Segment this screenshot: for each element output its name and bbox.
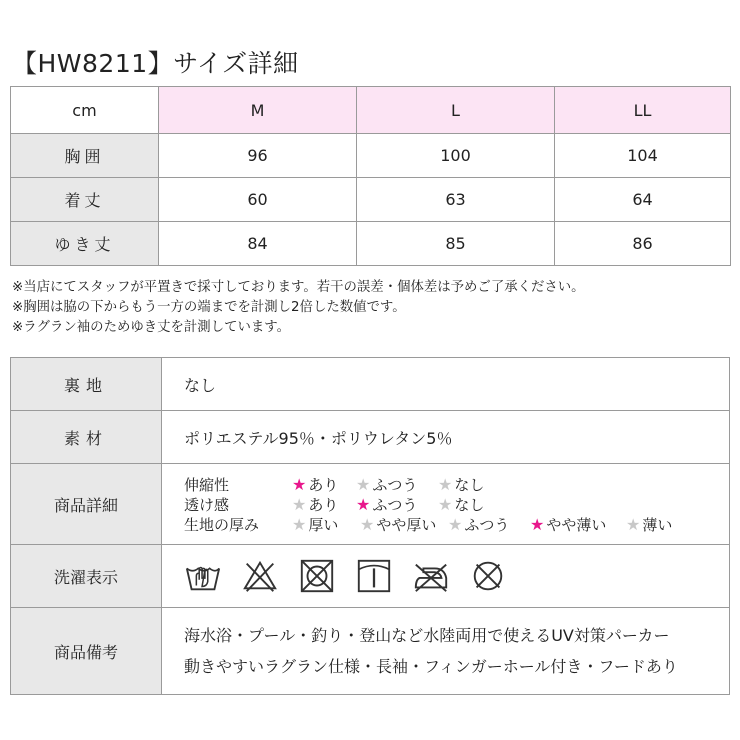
feel-option-label: やや薄い	[546, 515, 607, 534]
no-dry-clean-icon	[469, 557, 507, 595]
care-value	[162, 545, 730, 608]
star-empty-icon: ★	[360, 514, 375, 534]
cell-value: 100	[357, 134, 555, 178]
no-iron-icon	[412, 557, 450, 595]
feel-option	[292, 514, 360, 535]
feel-option-label: ふつう	[372, 495, 418, 514]
feel-row-name: 透け感	[184, 495, 230, 514]
detail-row-use	[11, 608, 730, 695]
no-tumble-dry-icon	[298, 557, 336, 595]
detail-row-feel	[11, 464, 730, 545]
star-empty-icon: ★	[292, 494, 307, 514]
feel-option-label: なし	[454, 495, 485, 514]
feel-option-label: ふつう	[464, 515, 510, 534]
use-line: 動きやすいラグラン仕様・長袖・フィンガーホール付き・フードあり	[184, 657, 678, 676]
measurement-notes	[12, 278, 585, 338]
lining-label: 裏地	[11, 358, 162, 411]
feel-row-name: 伸縮性	[184, 475, 230, 494]
star-empty-icon: ★	[626, 514, 641, 534]
feel-option	[438, 474, 498, 495]
care-label: 洗濯表示	[11, 545, 162, 608]
table-row	[11, 178, 731, 222]
feel-label: 商品詳細	[11, 464, 162, 545]
line-dry-icon	[355, 557, 393, 595]
use-label: 商品備考	[11, 608, 162, 695]
feel-option-label: なし	[454, 475, 485, 494]
cell-value: 60	[159, 178, 357, 222]
cell-value: 96	[159, 134, 357, 178]
row-label-sleeve: ゆき丈	[11, 222, 159, 266]
feel-option-label: 薄い	[642, 515, 673, 534]
use-value	[162, 608, 730, 695]
note-line: ※当店にてスタッフが平置きで採寸しております。若干の誤差・個体差は予めご了承ください。	[12, 280, 585, 295]
material-label: 素材	[11, 411, 162, 464]
feel-row-name: 生地の厚み	[184, 515, 260, 534]
detail-row-care	[11, 545, 730, 608]
feel-option	[356, 494, 438, 515]
note-line: ※胸囲は脇の下からもう一方の端までを計測し2倍した数値です。	[12, 300, 406, 315]
size-col-l: L	[357, 87, 555, 134]
feel-row	[184, 494, 728, 514]
size-header-row	[11, 87, 731, 134]
feel-row	[184, 514, 728, 534]
feel-option-label: やや厚い	[376, 515, 437, 534]
cell-value: 86	[555, 222, 731, 266]
cell-value: 85	[357, 222, 555, 266]
lining-value: なし	[162, 358, 730, 411]
star-empty-icon: ★	[438, 474, 453, 494]
hand-wash-icon	[184, 557, 222, 595]
feel-row	[184, 474, 728, 494]
cell-value: 104	[555, 134, 731, 178]
feel-option-label: ふつう	[372, 475, 418, 494]
feel-option	[438, 494, 498, 515]
star-filled-icon: ★	[356, 494, 371, 514]
feel-option	[530, 514, 626, 535]
feel-option	[292, 474, 356, 495]
feel-option	[448, 514, 530, 535]
size-col-m: M	[159, 87, 357, 134]
feel-option	[292, 494, 356, 515]
no-bleach-icon	[241, 557, 279, 595]
feel-rows	[184, 474, 728, 534]
feel-option-label: あり	[308, 475, 339, 494]
feel-option	[626, 514, 686, 535]
star-filled-icon: ★	[292, 474, 307, 494]
star-empty-icon: ★	[356, 474, 371, 494]
star-filled-icon: ★	[530, 514, 545, 534]
cell-value: 84	[159, 222, 357, 266]
feel-option-label: 厚い	[308, 515, 339, 534]
care-icons	[184, 557, 728, 595]
feel-option	[360, 514, 448, 535]
detail-table	[10, 357, 730, 695]
feel-option	[356, 474, 438, 495]
cell-value: 63	[357, 178, 555, 222]
size-table	[10, 86, 731, 266]
note-line: ※ラグラン袖のためゆき丈を計測しています。	[12, 320, 290, 335]
star-empty-icon: ★	[292, 514, 307, 534]
table-row	[11, 222, 731, 266]
detail-row-material	[11, 411, 730, 464]
use-line: 海水浴・プール・釣り・登山など水陸両用で使えるUV対策パーカー	[184, 626, 670, 645]
page-title: 【HW8211】サイズ詳細	[12, 49, 299, 78]
feel-option-label: あり	[308, 495, 339, 514]
table-row	[11, 134, 731, 178]
feel-value	[162, 464, 730, 545]
star-empty-icon: ★	[438, 494, 453, 514]
material-value: ポリエステル95％・ポリウレタン5％	[162, 411, 730, 464]
detail-row-lining	[11, 358, 730, 411]
size-col-ll: LL	[555, 87, 731, 134]
row-label-chest: 胸囲	[11, 134, 159, 178]
cell-value: 64	[555, 178, 731, 222]
row-label-length: 着丈	[11, 178, 159, 222]
star-empty-icon: ★	[448, 514, 463, 534]
unit-cell: cm	[11, 87, 159, 134]
